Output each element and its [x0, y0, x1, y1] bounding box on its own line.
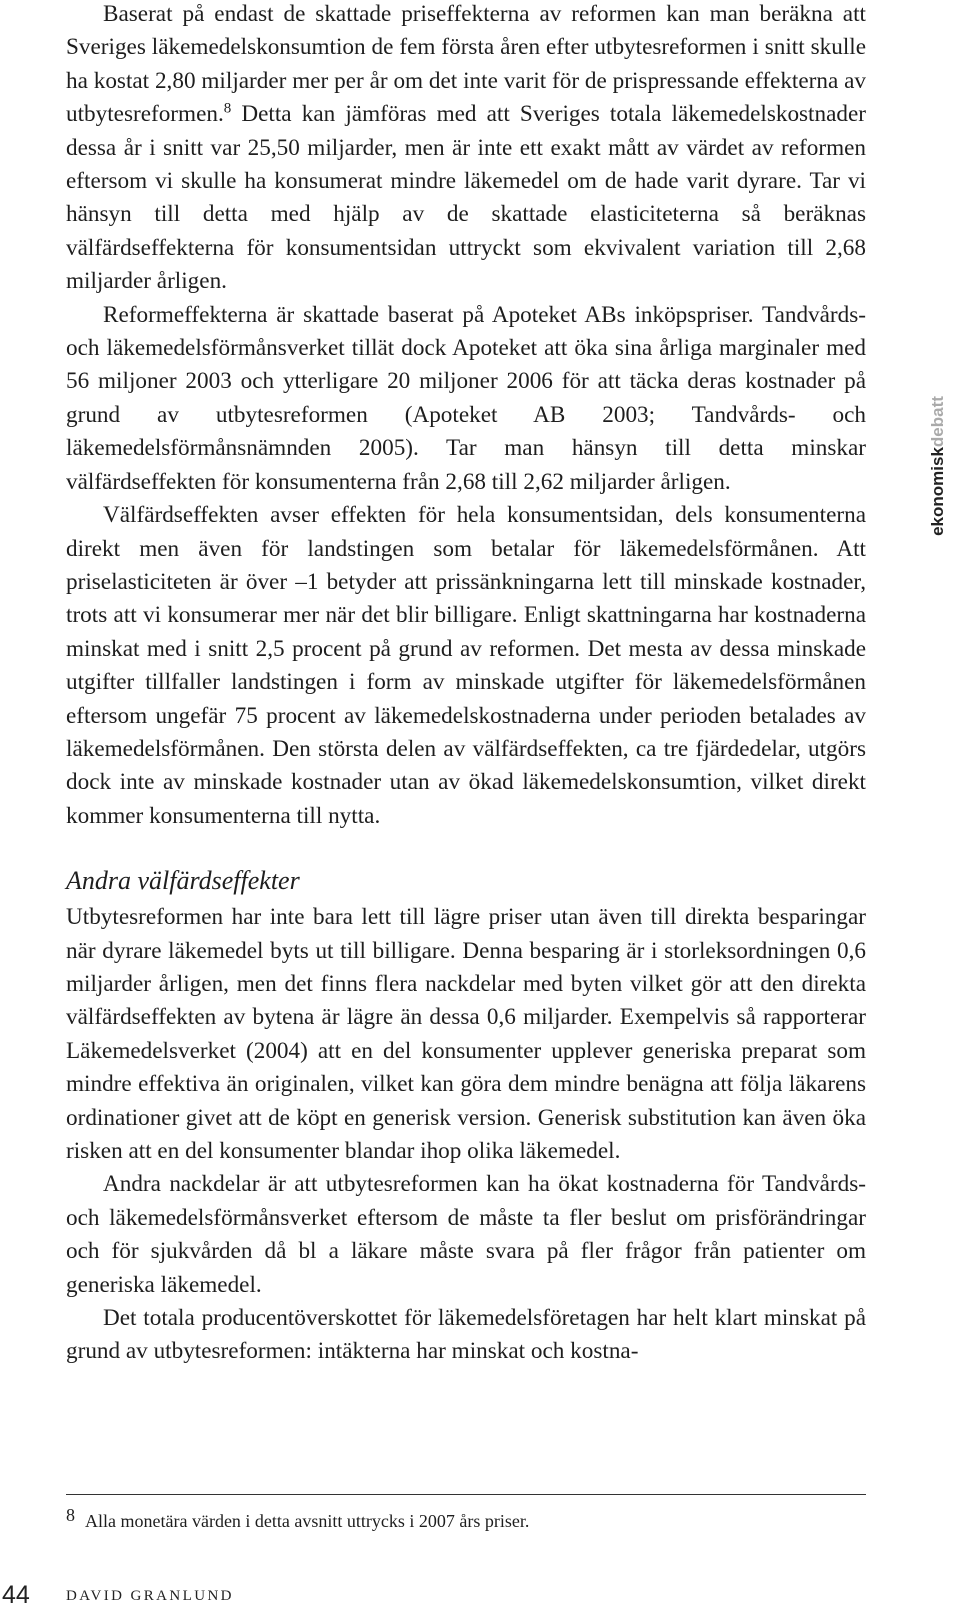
journal-name-dark: ekonomisk — [928, 447, 947, 536]
paragraph-reform-effects: Reformeffekterna är skattade baserat på Apoteket ABs inköpspriser. Tandvårds- och läkemedelsförmånsverket tillät dock Apoteket att öka sina årliga marginaler med 56 miljoner 2003 och ytterligare 20 miljoner 2006 för att täcka deras kostnader på grund av utbytesreformen (Apoteket AB 2003; Tandvårds- och läkemedelsförmånsnämnden 2005). Tar man hänsyn till detta minskar välfärdseffekten för konsumenterna från 2,68 till 2,62 miljarder årligen. — [66, 301, 866, 495]
paragraph-other-drawbacks: Andra nackdelar är att utbytesreformen kan ha ökat kostnaderna för Tandvårds- och läkemedelsförmånsverket eftersom de måste ta fler beslut om prisförändringar och för sjukvården då bl a läkare måste svara på fler frågor från patienter om generiska läkemedel. — [66, 1171, 866, 1298]
page-number: 44 — [2, 1581, 30, 1609]
section-heading: Andra välfärdseffekter — [66, 866, 300, 896]
paragraph-direct-savings: Utbytesreformen har inte bara lett till lägre priser utan även till direkta besparingar när dyrare läkemedel byts ut till billigare. Denna besparing är i storleksordningen 0,6 miljarder årligen, men det finns flera nackdelar med byten vilket gör att den direkta välfärdseffekten av bytena är lägre än dessa 0,6 miljarder. Exempelvis så rapporterar Läkemedelsverket (2004) att en del konsumenter upplever generiska preparat som mindre effektiva än originalen, vilket kan göra dem mindre benägna att följa läkarens ordinationer givet att de köpt en generisk version. Generisk substitution kan även öka risken att en del konsumenter blandar ihop olika läkemedel. — [66, 904, 866, 1164]
footnote-number: 8 — [66, 1505, 75, 1525]
journal-name-light: debatt — [928, 396, 947, 448]
body-text — [66, 0, 866, 1369]
footnote-text: Alla monetära värden i detta avsnitt uttrycks i 2007 års priser. — [85, 1511, 530, 1531]
author-name: DAVID GRANLUND — [66, 1588, 234, 1604]
paragraph-welfare-consumers: Välfärdseffekten avser effekten för hela konsumentsidan, dels konsumenterna direkt men även för landstingen som betalar för läkemedelsförmånen. Att priselasticiteten är över –1 betyder att prissänkningarna lett till minskade kostnader, trots att vi konsumerar mer när det blir billigare. Enligt skattningarna har kostnaderna minskat med i snitt 2,5 procent på grund av reformen. Det mesta av dessa minskade utgifter tillfaller landstingen i form av minskade utgifter för läkemedelsförmånen eftersom ungefär 75 procent av läkemedelskostnaderna under perioden betalades av läkemedelsförmånen. Den största delen av välfärdseffekten, ca tre fjärdedelar, utgörs dock inte av minskade kostnader utan av ökad läkemedelskonsumtion, vilket direkt kommer konsumenterna till nytta. — [66, 502, 866, 829]
paragraph-text: Baserat på endast de skattade priseffekterna av reformen kan man beräkna att Sveriges läkemedelskonsumtion de fem första åren efter utbytesreformen i snitt skulle ha kostat 2,80 miljarder mer per år om det inte varit för de prispressande effekterna av utbytesreformen. — [66, 1, 866, 128]
journal-side-label — [928, 396, 948, 536]
footnote — [66, 1502, 866, 1534]
paragraph-producer-surplus: Det totala producentöverskottet för läkemedelsföretagen har helt klart minskat på grund av utbytesreformen: intäkterna har minskat och kostna- — [66, 1305, 866, 1365]
footnote-divider — [66, 1494, 866, 1495]
paragraph-text: Detta kan jämföras med att Sveriges totala läkemedelskostnader dessa år i snitt var 25,50 miljarder, men är inte ett exakt mått av värdet av reformen eftersom vi skulle ha konsumerat mindre läkemedel om de hade varit dyrare. Tar vi hänsyn till detta med hjälp av de skattade elasticiteterna så beräknas välfärdseffekterna för konsumentsidan uttryckt som ekvivalent variation till 2,68 miljarder årligen. — [66, 101, 866, 295]
paragraph-welfare-estimate — [66, 0, 866, 299]
footnote-reference[interactable]: 8 — [223, 100, 232, 117]
